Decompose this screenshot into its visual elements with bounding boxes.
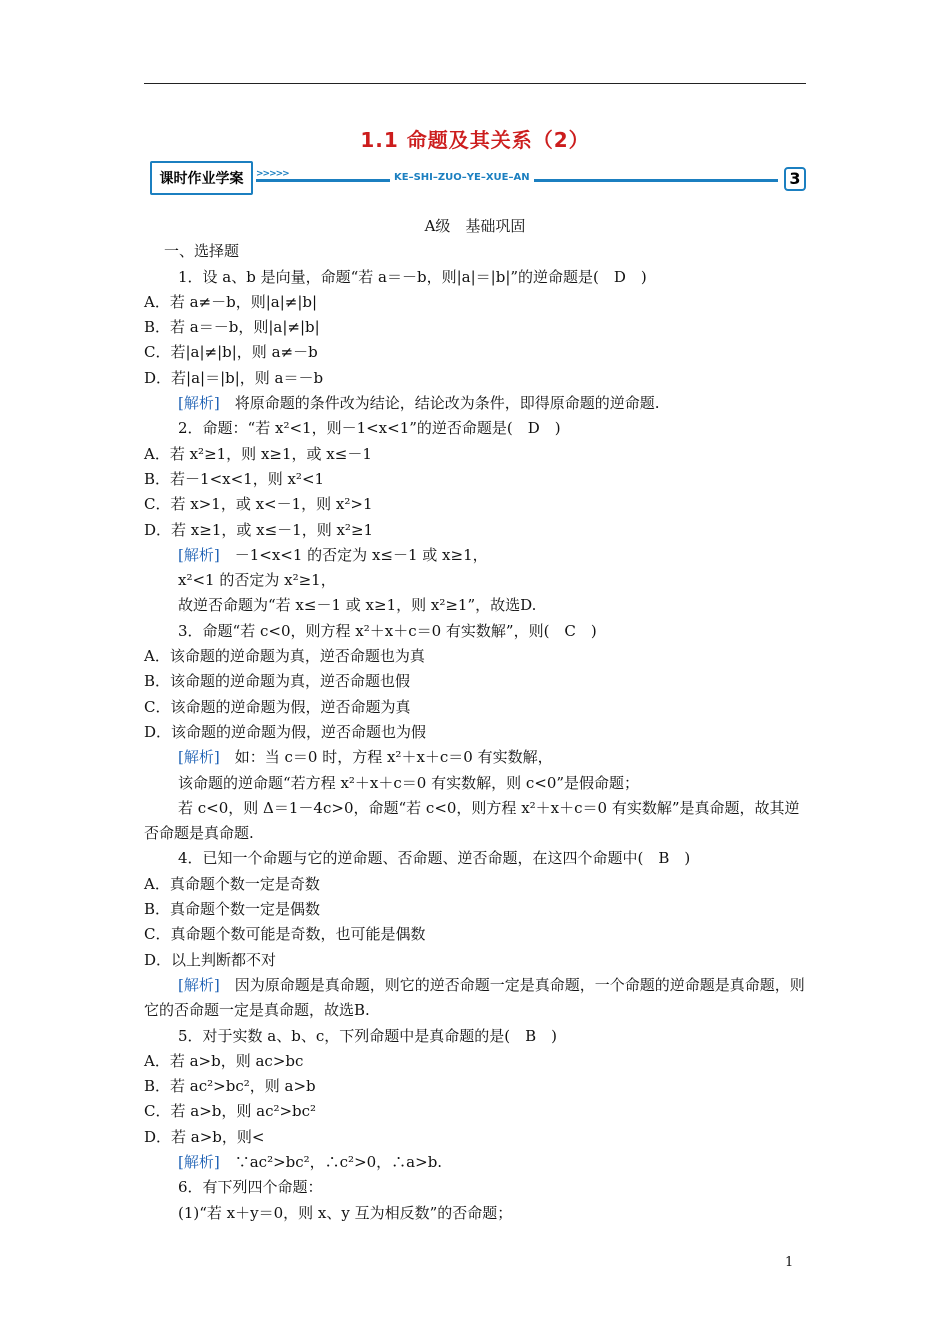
q3-stem: 3．命题“若 c<0，则方程 x²＋x＋c＝0 有实数解”，则( C ) xyxy=(178,621,597,640)
top-rule xyxy=(144,83,806,84)
q4-stem: 4．已知一个命题与它的逆命题、否命题、逆否命题，在这四个命题中( B ) xyxy=(178,849,691,868)
exercise-content xyxy=(144,214,806,1226)
q2-stem: 2．命题：“若 x²<1，则－1<x<1”的逆否命题是( D ) xyxy=(178,419,561,438)
q2-explanation-3: 故逆否命题为“若 x≤－1 或 x≥1，则 x²≥1”，故选D. xyxy=(178,596,537,615)
analysis-tag: [解析] xyxy=(178,1152,220,1171)
page-title: 1.1 命题及其关系（2） xyxy=(360,128,590,152)
analysis-tag: [解析] xyxy=(178,748,220,767)
q2-explanation: [解析] －1<x<1 的否定为 x≤－1 或 x≥1， xyxy=(178,545,488,564)
section-banner xyxy=(150,161,806,197)
analysis-tag: [解析] xyxy=(178,975,220,994)
level-heading: A级 基础巩固 xyxy=(424,217,526,235)
q4-option-b: B．真命题个数一定是偶数 xyxy=(144,900,321,919)
q5-option-b: B．若 ac²>bc²，则 a>b xyxy=(144,1077,316,1096)
q6-stem: 6．有下列四个命题： xyxy=(178,1178,323,1197)
q4-option-d: D．以上判断都不对 xyxy=(144,950,277,969)
q5-option-d: D．若 a>b，则< xyxy=(144,1127,265,1146)
page-number: 1 xyxy=(785,1255,794,1270)
q2-option-c: C．若 x>1，或 x<－1，则 x²>1 xyxy=(144,495,373,514)
banner-pinyin: KE–SHI–ZUO–YE–XUE–AN xyxy=(390,172,534,183)
q1-option-c: C．若|a|≠|b|，则 a≠－b xyxy=(144,343,318,362)
banner-number: 3 xyxy=(784,167,806,191)
q3-option-c: C．该命题的逆命题为假，逆否命题为真 xyxy=(144,697,411,716)
q1-option-d: D．若|a|＝|b|，则 a＝－b xyxy=(144,368,324,387)
q1-option-b: B．若 a＝－b，则|a|≠|b| xyxy=(144,318,320,337)
q1-stem: 1．设 a、b 是向量，命题“若 a＝－b，则|a|＝|b|”的逆命题是( D ) xyxy=(178,267,647,286)
q2-option-b: B．若－1<x<1，则 x²<1 xyxy=(144,469,325,488)
q3-explanation-3: 若 c<0，则 Δ＝1－4c>0，命题“若 c<0，则方程 x²＋x＋c＝0 有实数解”是真命题，故其逆否命题是真命题. xyxy=(144,798,800,843)
q3-explanation: [解析] 如：当 c＝0 时，方程 x²＋x＋c＝0 有实数解， xyxy=(178,748,553,767)
banner-label: 课时作业学案 xyxy=(150,161,253,195)
q4-option-a: A．真命题个数一定是奇数 xyxy=(144,874,320,893)
analysis-tag: [解析] xyxy=(178,545,220,564)
q3-option-d: D．该命题的逆命题为假，逆否命题也为假 xyxy=(144,722,427,741)
q3-option-b: B．该命题的逆命题为真，逆否命题也假 xyxy=(144,672,411,691)
q3-option-a: A．该命题的逆命题为真，逆否命题也为真 xyxy=(144,647,425,666)
q3-explanation-2: 该命题的逆命题“若方程 x²＋x＋c＝0 有实数解，则 c<0”是假命题； xyxy=(178,773,640,792)
analysis-tag: [解析] xyxy=(178,394,220,413)
banner-arrows: >>>>> xyxy=(256,169,289,179)
q6-item-1: (1)“若 x＋y＝0，则 x、y 互为相反数”的否命题； xyxy=(178,1203,513,1222)
q2-option-a: A．若 x²≥1，则 x≥1，或 x≤－1 xyxy=(144,444,372,463)
q1-option-a: A．若 a≠－b，则|a|≠|b| xyxy=(144,292,318,311)
section-heading: 一、选择题 xyxy=(164,242,240,261)
q1-explanation: [解析] 将原命题的条件改为结论，结论改为条件，即得原命题的逆命题. xyxy=(178,394,660,413)
q2-option-d: D．若 x≥1，或 x≤－1，则 x²≥1 xyxy=(144,520,374,539)
q4-option-c: C．真命题个数可能是奇数，也可能是偶数 xyxy=(144,925,426,944)
q5-option-a: A．若 a>b，则 ac>bc xyxy=(144,1051,304,1070)
q5-option-c: C．若 a>b，则 ac²>bc² xyxy=(144,1102,317,1121)
q4-explanation: [解析] 因为原命题是真命题，则它的逆否命题一定是真命题，一个命题的逆命题是真命题，则它的否命题一定是真命题，故选B. xyxy=(144,975,805,1020)
q2-explanation-2: x²<1 的否定为 x²≥1， xyxy=(178,571,336,590)
q5-stem: 5．对于实数 a、b、c，下列命题中是真命题的是( B ) xyxy=(178,1026,557,1045)
q5-explanation: [解析] ∵ac²>bc²，∴c²>0，∴a>b. xyxy=(178,1152,443,1171)
